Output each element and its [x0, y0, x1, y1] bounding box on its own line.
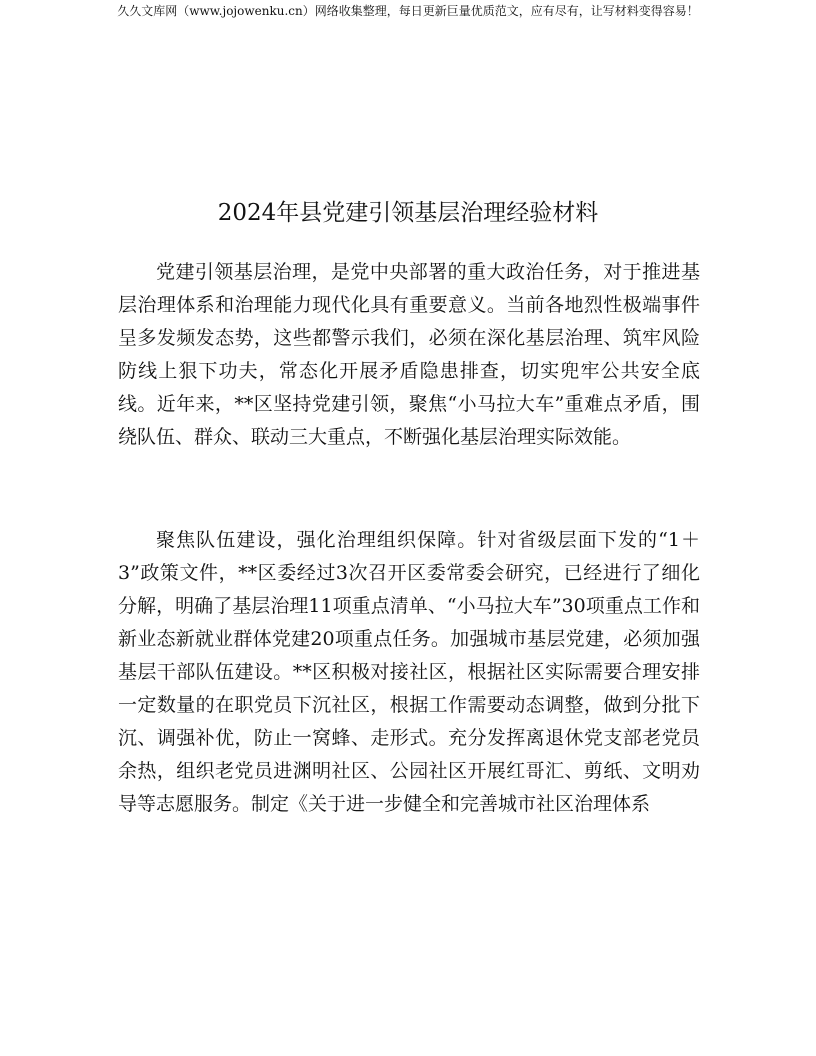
paragraph-intro: 党建引领基层治理，是党中央部署的重大政治任务，对于推进基层治理体系和治理能力现代化具有重要意义。当前各地烈性极端事件呈多发频发态势，这些都警示我们，必须在深化基层治理、筑牢风险防线上狠下功夫，常态化开展矛盾隐患排查，切实兜牢公共安全底线。近年来，**区坚持党建引领，聚焦“小马拉大车”重难点矛盾，围绕队伍、群众、联动三大重点，不断强化基层治理实际效能。 — [118, 261, 700, 448]
paragraph-team-building: 聚焦队伍建设，强化治理组织保障。针对省级层面下发的“1＋3”政策文件，**区委经过3次召开区委常委会研究，已经进行了细化分解，明确了基层治理11项重点清单、“小马拉大车”30项重点工作和新业态新就业群体党建20项重点任务。加强城市基层党建，必须加强基层干部队伍建设。**区积极对接社区，根据社区实际需要合理安排一定数量的在职党员下沉社区，根据工作需要动态调整，做到分批下沉、调强补优，防止一窝蜂、走形式。充分发挥离退休党支部老党员余热，组织老党员进渊明社区、公园社区开展红哥汇、剪纸、文明劝导等志愿服务。制定《关于进一步健全和完善城市社区治理体系 — [118, 529, 700, 815]
document-title: 2024年县党建引领基层治理经验材料 — [217, 200, 599, 226]
page-header-notice: 久久文库网（www.jojowenku.cn）网络收集整理，每日更新巨量优质范文，应有尽有，让写材料变得容易！ — [117, 4, 699, 18]
